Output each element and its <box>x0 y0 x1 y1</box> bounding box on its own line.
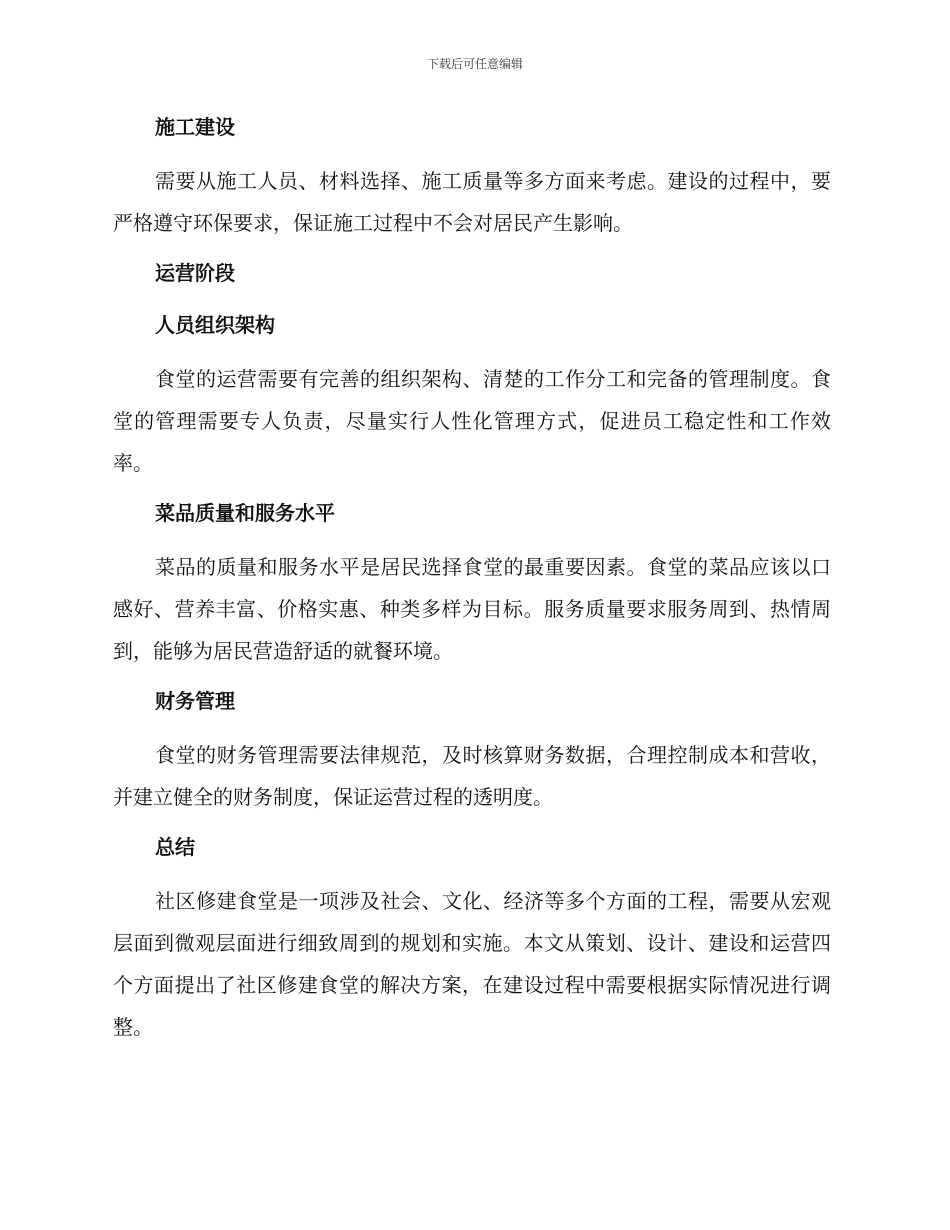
paragraph-construction: 需要从施工人员、材料选择、施工质量等多方面来考虑。建设的过程中，要严格遵守环保要求，保证施工过程中不会对居民产生影响。 <box>113 169 831 235</box>
section-heading-finance: 财务管理 <box>155 689 235 713</box>
section-heading-food-quality: 菜品质量和服务水平 <box>155 501 335 525</box>
document-body <box>113 108 831 1058</box>
section-heading-construction: 施工建设 <box>155 115 235 139</box>
section-heading-summary: 总结 <box>155 835 195 859</box>
paragraph-summary: 社区修建食堂是一项涉及社会、文化、经济等多个方面的工程，需要从宏观层面到微观层面进行细致周到的规划和实施。本文从策划、设计、建设和运营四个方面提出了社区修建食堂的解决方案，在建设过程中需要根据实际情况进行调整。 <box>113 889 831 1039</box>
page-header: 下载后可任意编辑 <box>426 57 523 71</box>
paragraph-finance: 食堂的财务管理需要法律规范，及时核算财务数据，合理控制成本和营收，并建立健全的财务制度，保证运营过程的透明度。 <box>113 743 831 809</box>
paragraph-food-quality: 菜品的质量和服务水平是居民选择食堂的最重要因素。食堂的菜品应该以口感好、营养丰富、价格实惠、种类多样为目标。服务质量要求服务周到、热情周到，能够为居民营造舒适的就餐环境。 <box>113 555 831 663</box>
paragraph-staff-structure: 食堂的运营需要有完善的组织架构、清楚的工作分工和完备的管理制度。食堂的管理需要专人负责，尽量实行人性化管理方式，促进员工稳定性和工作效率。 <box>113 367 831 475</box>
section-heading-staff-structure: 人员组织架构 <box>155 313 275 337</box>
section-heading-operation: 运营阶段 <box>155 261 235 285</box>
